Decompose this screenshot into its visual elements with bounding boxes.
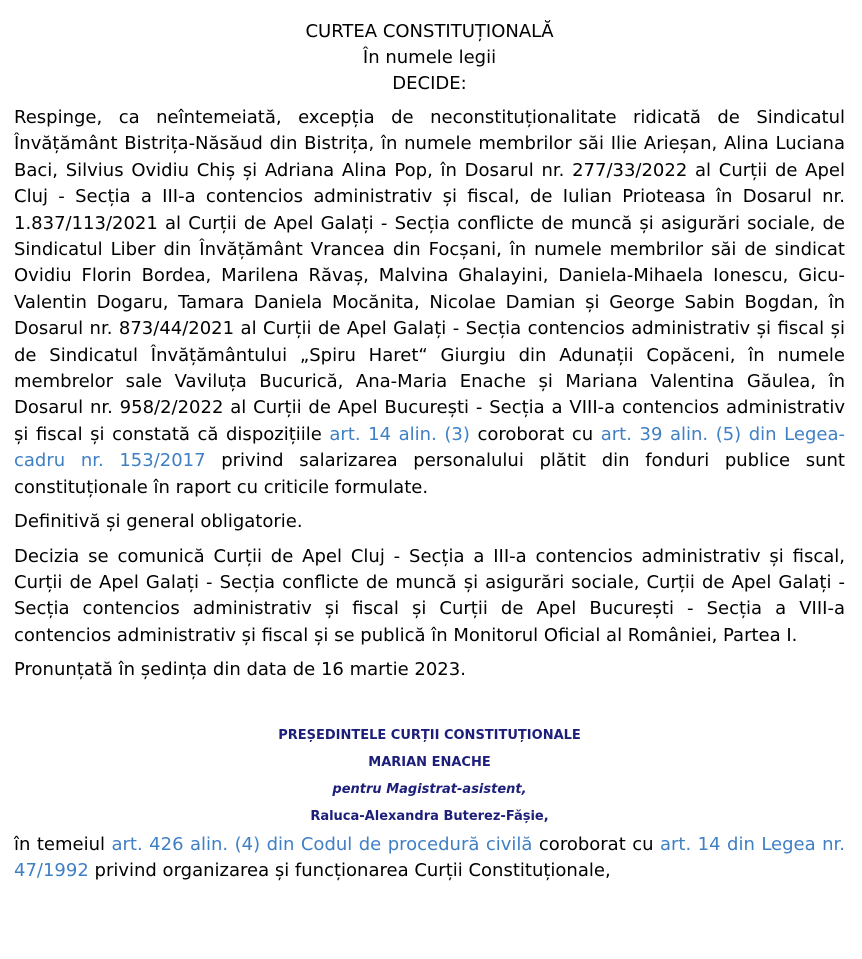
finality-paragraph: Definitivă și general obligatorie. xyxy=(14,511,303,533)
communication-paragraph: Decizia se comunică Curții de Apel Cluj - Secția a III-a contencios administrativ și fiscal, Curții de Apel Galați - Secția conflicte de muncă și asigurări sociale, Curții de Apel Galați - Secția contencios administrativ și fiscal și Curții de Apel București - Secția a VIII-a contencios administrativ și fiscal și se publică în Monitorul Oficial al României, Partea I. xyxy=(14,545,845,646)
ruling-text: Respinge, ca neîntemeiată, excepția de neconstituționalitate ridicată de Sindicatul Învățământ Bistrița-Năsăud din Bistrița, în numele membrilor săi Ilie Arieșan, Alina Luciana Baci, Silvius Ovidiu Chiș și Adriana Alina Pop, în Dosarul nr. 277/33/2022 al Curții de Apel Cluj - Secția a III-a contencios administrativ și fiscal, de Iulian Prioteasa în Dosarul nr. 1.837/113/2021 al Curții de Apel Galați - Secția conflicte de muncă și asigurări sociale, de Sindicatul Liber din Învățământ Vrancea din Focșani, în numele membrilor săi de sindicat Ovidiu Florin Bordea, Marilena Răvaș, Malvina Ghalayini, Daniela-Mihaela Ionescu, Gicu-Valentin Dogaru, Tamara Daniela Mocănita, Nicolae Damian și George Sabin Bogdan, în Dosarul nr. 873/44/2021 al Curții de Apel Galați - Secția contencios administrativ și fiscal și de Sindicatul Învățământului „Spiru Haret“ Giurgiu din Adunații Copăceni, în numele membrelor sale Vaviluța Bucurică, Ana-Maria Enache și Mariana Valentina Găulea, în Dosarul nr. 958/2/2022 al Curții de Apel București - Secția a VIII-a contencios administrativ și fiscal și constată că dispozițiile xyxy=(14,107,845,445)
legal-basis-start: în temeiul xyxy=(14,833,106,855)
legal-basis-end: privind organizarea și funcționarea Curții Constituționale, xyxy=(94,859,611,881)
assistant-label: pentru Magistrat-asistent, xyxy=(332,781,527,797)
link-art-39-legea-153-2017[interactable]: art. 39 alin. (5) din Legea-cadru nr. 153/2017 xyxy=(14,423,845,472)
decision-header xyxy=(14,19,845,97)
president-name: MARIAN ENACHE xyxy=(368,754,491,770)
legal-basis-connector: coroborat cu xyxy=(538,833,654,855)
signature-block xyxy=(14,722,845,830)
in-name-of-law: În numele legii xyxy=(362,47,497,68)
link-art-14-legea-47-1992[interactable]: art. 14 din Legea nr. 47/1992 xyxy=(14,833,845,881)
link-art-426-cod-procedura-civila[interactable]: art. 426 alin. (4) din Codul de procedură civilă xyxy=(111,833,533,855)
ruling-text-end: privind salarizarea personalului plătit din fonduri publice sunt constituționale în raport cu criticile formulate. xyxy=(14,450,845,498)
ruling-paragraph xyxy=(14,105,845,501)
assistant-name: Raluca-Alexandra Buterez-Fășie, xyxy=(310,808,549,824)
decide-heading: DECIDE: xyxy=(392,73,467,94)
court-title: CURTEA CONSTITUȚIONALĂ xyxy=(305,21,554,42)
link-art-14-alin-3[interactable]: art. 14 alin. (3) xyxy=(329,423,470,445)
legal-basis-paragraph xyxy=(14,832,845,885)
pronouncement-paragraph: Pronunțată în ședința din data de 16 martie 2023. xyxy=(14,659,466,681)
president-title: PREȘEDINTELE CURȚII CONSTITUȚIONALE xyxy=(278,727,581,743)
ruling-connector: coroborat cu xyxy=(477,423,594,445)
